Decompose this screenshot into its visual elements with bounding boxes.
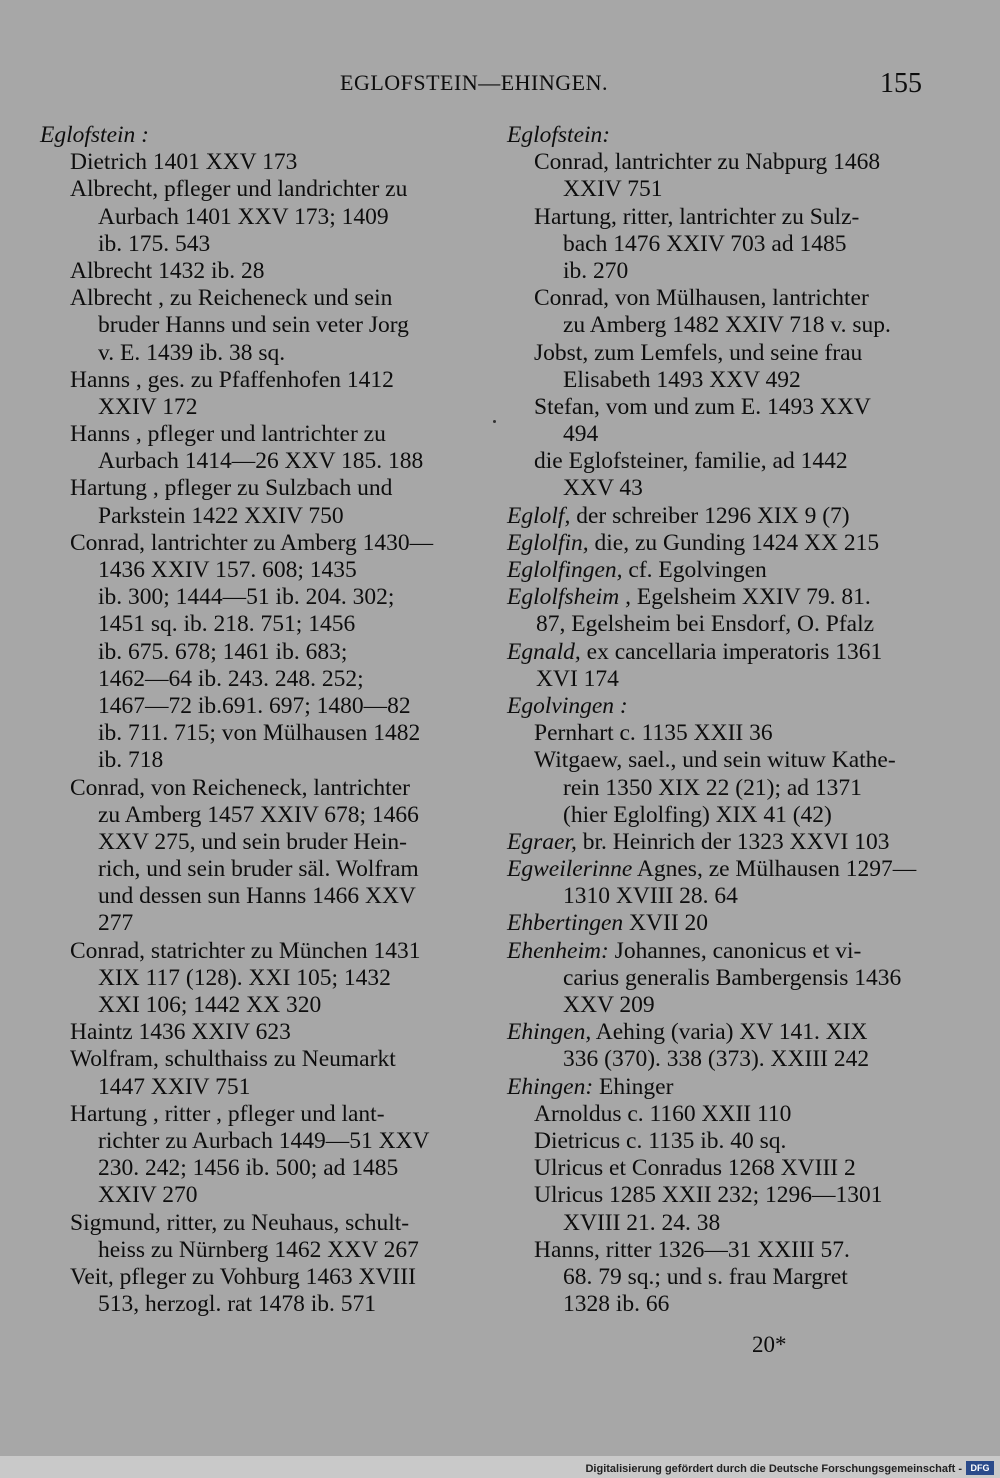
- entry-text: cf. Egolvingen: [622, 557, 767, 583]
- index-line: Aurbach 1414—26 XXV 185. 188: [98, 448, 424, 475]
- entry-heading: Ehingen:: [507, 1073, 594, 1100]
- entry-text: Aehing (varia) XV 141. XIX: [591, 1019, 868, 1046]
- index-line: die Eglofsteiner, familie, ad 1442: [534, 448, 848, 475]
- index-line: [507, 1074, 929, 1101]
- entry-heading: Ehingen,: [507, 1019, 592, 1046]
- signature-mark: 20*: [752, 1332, 787, 1357]
- index-line: Albrecht 1432 ib. 28: [70, 257, 265, 284]
- index-line: Eglofstein :: [40, 122, 149, 148]
- index-line: ib. 270: [563, 257, 629, 284]
- index-line: 513, herzogl. rat 1478 ib. 571: [98, 1291, 377, 1318]
- index-line: ib. 675. 678; 1461 ib. 683;: [98, 638, 348, 665]
- index-line: [507, 856, 929, 883]
- index-line: XVI 174: [536, 665, 619, 692]
- index-line: Stefan, vom und zum E. 1493 XXV: [534, 393, 871, 420]
- index-line: 1467—72 ib.691. 697; 1480—82: [98, 692, 411, 719]
- index-line: bach 1476 XXIV 703 ad 1485: [563, 230, 847, 257]
- index-line: Dietricus c. 1135 ib. 40 sq.: [534, 1127, 787, 1154]
- index-line: Ulricus et Conradus 1268 XVIII 2: [534, 1155, 856, 1182]
- entry-text: Egelsheim XXIV 79. 81.: [631, 584, 871, 611]
- index-line: 1447 XXIV 751: [98, 1073, 251, 1100]
- index-line: Witgaew, sael., und sein wituw Kathe-: [534, 747, 896, 774]
- index-line: 1451 sq. ib. 218. 751; 1456: [98, 611, 356, 638]
- index-line: Pernhart c. 1135 XXII 36: [534, 720, 773, 747]
- index-line: 230. 242; 1456 ib. 500; ad 1485: [98, 1155, 399, 1182]
- index-line: richter zu Aurbach 1449—51 XXV: [98, 1127, 430, 1154]
- entry-text: Agnes, ze Mülhausen 1297—: [632, 856, 917, 883]
- right-column: [507, 122, 929, 1318]
- index-line: Arnoldus c. 1160 XXII 110: [534, 1100, 792, 1127]
- index-line: rein 1350 XIX 22 (21); ad 1371: [563, 774, 862, 801]
- entry-text: Johannes, canonicus et vi-: [608, 937, 862, 964]
- index-line: 87, Egelsheim bei Ensdorf, O. Pfalz: [536, 611, 875, 638]
- index-line: Veit, pfleger zu Vohburg 1463 XVIII: [70, 1263, 416, 1290]
- index-line: Jobst, zum Lemfels, und seine frau: [534, 339, 863, 366]
- index-line: Albrecht, pfleger und landrichter zu: [70, 176, 408, 203]
- index-line: und dessen sun Hanns 1466 XXV: [98, 883, 416, 910]
- entry-heading: Ehenheim:: [507, 937, 609, 964]
- index-line: (hier Eglolfing) XIX 41 (42): [563, 801, 832, 828]
- page-header-title: EGLOFSTEIN—EHINGEN.: [340, 70, 608, 95]
- index-line: [507, 1019, 929, 1046]
- index-line: [507, 584, 929, 611]
- index-line: ib. 718: [98, 747, 164, 774]
- entry-text: ex cancellaria imperatoris 1361: [580, 638, 883, 665]
- index-line: rich, und sein bruder säl. Wolfram: [98, 856, 419, 883]
- index-line: Haintz 1436 XXIV 623: [70, 1019, 291, 1046]
- entry-text: die, zu Gunding 1424 XX 215: [588, 529, 880, 556]
- index-line: [507, 910, 929, 937]
- index-line: Aurbach 1401 XXV 173; 1409: [98, 203, 389, 230]
- index-line: ib. 300; 1444—51 ib. 204. 302;: [98, 584, 395, 611]
- dfg-logo: DFG: [966, 1461, 994, 1475]
- index-line: 494: [563, 421, 599, 448]
- left-column: [40, 122, 466, 1318]
- index-line: XXV 209: [563, 992, 655, 1018]
- entry-heading: Eglolfsheim ,: [507, 584, 632, 611]
- index-line: Sigmund, ritter, zu Neuhaus, schult-: [70, 1209, 410, 1236]
- entry-heading: Eglolfin,: [507, 529, 589, 556]
- index-line: XXI 106; 1442 XX 320: [98, 992, 322, 1018]
- index-line: zu Amberg 1457 XXIV 678; 1466: [98, 801, 419, 828]
- index-line: carius generalis Bambergensis 1436: [563, 964, 902, 991]
- index-line: Egolvingen :: [507, 692, 628, 719]
- index-line: 1310 XVIII 28. 64: [563, 883, 738, 910]
- index-line: 1462—64 ib. 243. 248. 252;: [98, 665, 364, 692]
- index-line: 1328 ib. 66: [563, 1291, 670, 1318]
- index-line: Elisabeth 1493 XXV 492: [563, 366, 801, 393]
- index-line: Hanns , ges. zu Pfaffenhofen 1412: [70, 366, 394, 393]
- index-line: zu Amberg 1482 XXIV 718 v. sup.: [563, 312, 891, 339]
- index-line: Conrad, von Reicheneck, lantrichter: [70, 774, 410, 801]
- entry-heading: Eglolf,: [507, 502, 571, 529]
- entry-text: br. Heinrich der 1323 XXVI 103: [576, 828, 890, 855]
- index-line: Parkstein 1422 XXIV 750: [98, 502, 344, 529]
- index-line: Conrad, lantrichter zu Nabpurg 1468: [534, 149, 881, 176]
- index-line: bruder Hanns und sein veter Jorg: [98, 312, 409, 339]
- index-line: Hartung, ritter, lantrichter zu Sulz-: [534, 203, 860, 230]
- footer-bar: [0, 1456, 1000, 1478]
- index-line: Hartung , pfleger zu Sulzbach und: [70, 475, 393, 502]
- index-line: ib. 175. 543: [98, 230, 211, 257]
- index-line: [507, 503, 929, 530]
- index-line: Conrad, statrichter zu München 1431: [70, 937, 421, 964]
- stray-mark: [493, 420, 496, 423]
- index-line: Hanns , pfleger und lantrichter zu: [70, 421, 386, 448]
- entry-text: XVII 20: [623, 910, 709, 937]
- entry-heading: Eglolfingen,: [507, 557, 623, 583]
- page-number: 155: [880, 68, 922, 99]
- index-line: XXV 275, und sein bruder Hein-: [98, 828, 407, 855]
- index-line: [507, 938, 929, 965]
- index-line: [507, 557, 929, 584]
- index-line: 277: [98, 910, 134, 937]
- entry-text: Ehinger: [593, 1073, 674, 1100]
- index-line: Hartung , ritter , pfleger und lant-: [70, 1100, 385, 1127]
- entry-heading: Egraer,: [507, 828, 577, 855]
- index-line: Eglofstein:: [507, 122, 611, 148]
- index-line: XXIV 751: [563, 176, 663, 203]
- entry-heading: Ehbertingen: [507, 910, 624, 937]
- footer-credit: Digitalisierung gefördert durch die Deutsche Forschungsgemeinschaft -: [585, 1463, 962, 1475]
- index-line: XXIV 270: [98, 1182, 198, 1209]
- index-line: 1436 XXIV 157. 608; 1435: [98, 557, 357, 583]
- index-line: [507, 829, 929, 856]
- entry-text: der schreiber 1296 XIX 9 (7): [570, 502, 850, 529]
- index-line: heiss zu Nürnberg 1462 XXV 267: [98, 1236, 419, 1263]
- index-line: [507, 530, 929, 557]
- index-line: XIX 117 (128). XXI 105; 1432: [98, 964, 391, 991]
- index-line: ib. 711. 715; von Mülhausen 1482: [98, 720, 421, 747]
- entry-heading: Egnald,: [507, 638, 581, 665]
- index-line: XVIII 21. 24. 38: [563, 1209, 721, 1236]
- index-line: XXV 43: [563, 475, 643, 502]
- index-line: [507, 639, 929, 666]
- index-line: Albrecht , zu Reicheneck und sein: [70, 285, 393, 312]
- entry-heading: Egweilerinne: [507, 856, 633, 883]
- index-line: 336 (370). 338 (373). XXIII 242: [563, 1046, 870, 1073]
- index-line: Dietrich 1401 XXV 173: [70, 149, 298, 176]
- index-line: 68. 79 sq.; und s. frau Margret: [563, 1263, 848, 1290]
- index-line: Hanns, ritter 1326—31 XXIII 57.: [534, 1236, 850, 1263]
- index-line: Conrad, von Mülhausen, lantrichter: [534, 285, 869, 312]
- index-line: XXIV 172: [98, 393, 198, 420]
- index-line: Ulricus 1285 XXII 232; 1296—1301: [534, 1182, 883, 1209]
- index-line: Wolfram, schulthaiss zu Neumarkt: [70, 1046, 396, 1073]
- index-line: Conrad, lantrichter zu Amberg 1430—: [70, 529, 434, 556]
- index-line: v. E. 1439 ib. 38 sq.: [98, 339, 286, 366]
